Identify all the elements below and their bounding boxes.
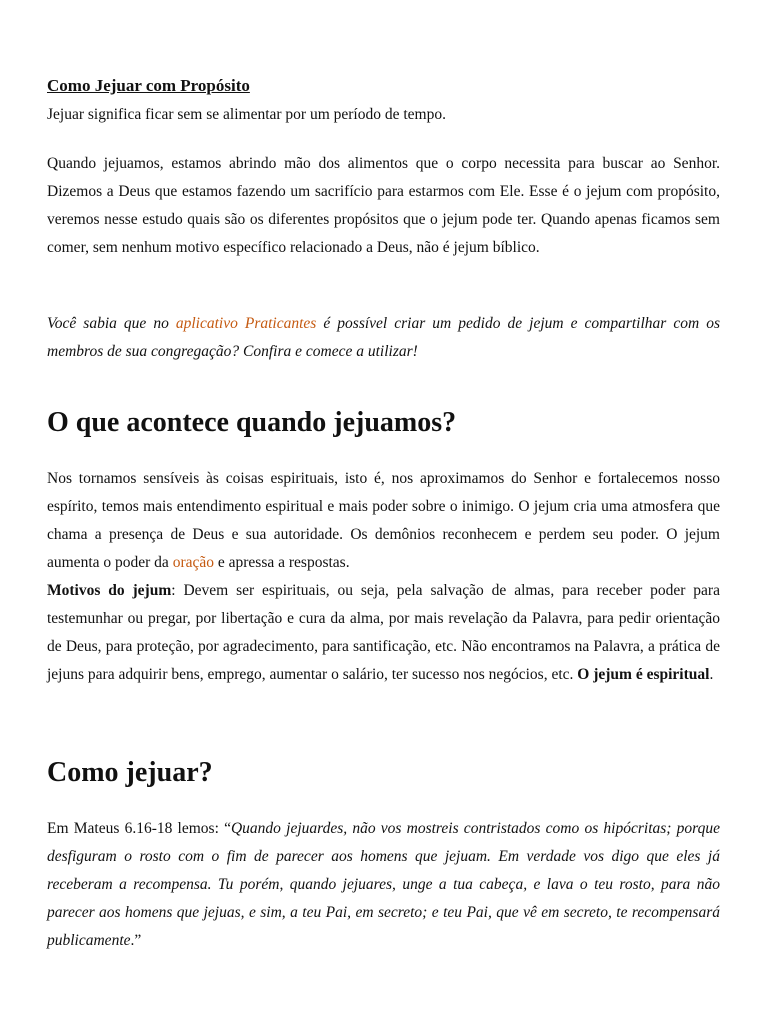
paragraph-effects xyxy=(47,465,720,577)
motives-label: Motivos do jejum xyxy=(47,582,172,599)
promo-text-end: é possível criar um pedido de jejum e compartilhar com os membros de sua congregação? Confira e comece a utilizar! xyxy=(47,315,720,360)
effects-text-start: Nos tornamos sensíveis às coisas espirituais, isto é, nos aproximamos do Senhor e fortalecemos nosso espírito, temos mais entendimento espiritual e mais poder sobre o inimigo. O jejum cria uma atmosfera que chama a presença de Deus e sua autoridade. Os demônios reconhecem e perdem seu poder. O jejum aumenta o poder da xyxy=(47,470,720,571)
paragraph-definition: Jejuar significa ficar sem se alimentar por um período de tempo. xyxy=(47,106,446,123)
effects-text-end: e apressa a respostas. xyxy=(214,554,350,571)
scripture-quote: Quando jejuardes, não vos mostreis contristados como os hipócritas; porque desfiguram o rosto com o fim de parecer aos homens que jejuam. Em verdade vos digo que eles já receberam a recompensa. Tu porém, quando jejuares, unge a tua cabeça, e lava o teu rosto, para não parecer aos homens que jejuas, e sim, a teu Pai, em secreto; e teu Pai, que vê em secreto, te recompensará publicamente xyxy=(47,820,720,949)
oracao-link[interactable]: oração xyxy=(172,554,214,571)
paragraph-explanation: Quando jejuamos, estamos abrindo mão dos alimentos que o corpo necessita para buscar ao Senhor. Dizemos a Deus que estamos fazendo um sacrifício para estarmos com Ele. Esse é o jejum com propósito, veremos nesse estudo quais são os diferentes propósitos que o jejum pode ter. Quando apenas ficamos sem comer, sem nenhum motivo específico relacionado a Deus, não é jejum bíblico. xyxy=(47,155,720,256)
section-title: Como Jejuar com Propósito xyxy=(47,76,250,95)
promo-text-start: Você sabia que no xyxy=(47,315,176,332)
paragraph-motives xyxy=(47,577,720,689)
motives-period: . xyxy=(709,666,714,683)
motives-text: : Devem ser espirituais, ou seja, pela salvação de almas, para receber poder para testemunhar ou pregar, por libertação e cura da alma, por mais revelação da Palavra, para pedir orientação de Deus, para proteção, por agradecimento, para santificação, etc. Não encontramos na Palavra, a prática de jejuns para adquirir bens, emprego, aumentar o salário, ter sucesso nos negócios, etc. xyxy=(47,582,720,683)
heading-how-to-fast: Como jejuar? xyxy=(47,757,213,788)
scripture-intro: Em Mateus 6.16-18 lemos: “ xyxy=(47,820,231,837)
paragraph-scripture xyxy=(47,815,720,955)
spiritual-emphasis: O jejum é espiritual xyxy=(577,666,710,683)
heading-what-happens: O que acontece quando jejuamos? xyxy=(47,407,457,438)
praticantes-app-link[interactable]: aplicativo Praticantes xyxy=(175,315,317,332)
scripture-end: .” xyxy=(130,932,142,949)
paragraph-app-promo xyxy=(47,310,720,366)
